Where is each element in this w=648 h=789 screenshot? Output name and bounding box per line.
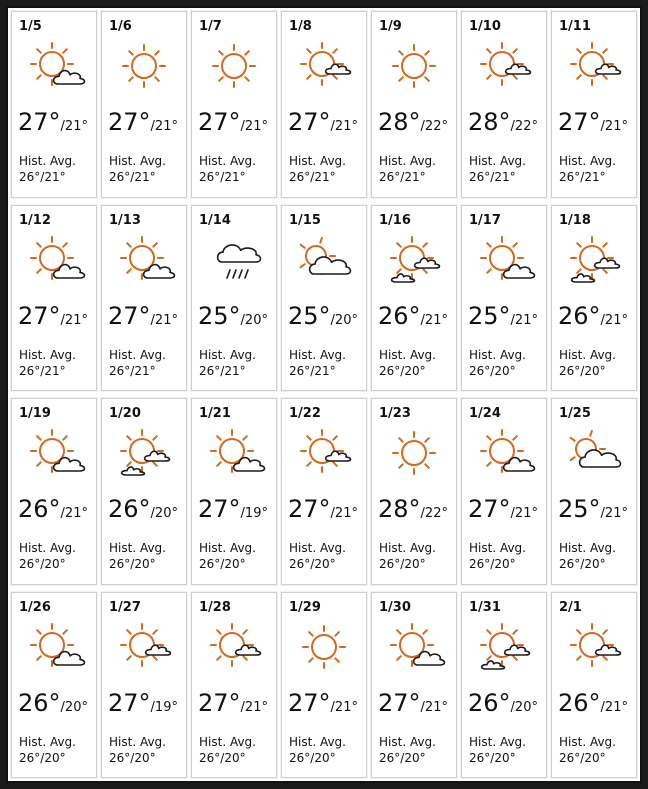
cloud-sun-peek-icon (564, 423, 628, 487)
hist-avg-label: Hist. Avg. (469, 541, 526, 555)
temperature (108, 495, 178, 523)
temperature (198, 302, 268, 330)
hist-avg-label: Hist. Avg. (199, 154, 256, 168)
sun-cloud-icon (204, 423, 268, 487)
hist-avg-value: 26°/20° (109, 557, 156, 571)
sun-small-cloud-icon (114, 617, 178, 681)
temperature (558, 689, 628, 717)
hist-avg-label: Hist. Avg. (559, 734, 616, 749)
hist-avg-label: Hist. Avg. (469, 347, 526, 362)
temperature (558, 495, 628, 523)
hist-avg-label: Hist. Avg. (559, 541, 616, 555)
temperature (108, 302, 178, 330)
hist-avg-label: Hist. Avg. (379, 541, 436, 555)
low-temp: /21° (420, 699, 448, 715)
hist-avg-value: 26°/21° (469, 170, 516, 184)
sun-cloud-icon (474, 230, 538, 294)
hist-avg-label: Hist. Avg. (109, 734, 166, 749)
low-temp: /21° (510, 312, 538, 328)
day-date: 1/29 (289, 599, 321, 615)
day-date: 1/24 (469, 406, 501, 421)
temperature (198, 689, 268, 717)
hist-avg-value: 26°/20° (379, 750, 426, 765)
low-temp: /21° (60, 506, 88, 521)
high-temp: 25° (558, 495, 601, 523)
temperature (558, 108, 628, 136)
temperature (288, 495, 358, 523)
day-cell[interactable] (551, 398, 637, 585)
day-date: 1/9 (379, 19, 402, 34)
calendar-frame (6, 6, 642, 783)
high-temp: 26° (378, 301, 421, 330)
sun-two-clouds-icon (384, 230, 448, 294)
hist-avg-label: Hist. Avg. (109, 347, 166, 362)
hist-avg-value: 26°/20° (19, 557, 66, 571)
day-cell[interactable] (281, 592, 367, 779)
hist-avg-value: 26°/21° (199, 363, 246, 378)
low-temp: /19° (240, 506, 268, 521)
high-temp: 27° (18, 108, 61, 136)
day-date: 1/6 (109, 19, 132, 34)
sun-small-cloud-icon (564, 617, 628, 681)
sun-two-clouds-icon (114, 423, 178, 487)
low-temp: /21° (510, 506, 538, 521)
hist-avg-label: Hist. Avg. (289, 154, 346, 168)
hist-avg-value: 26°/21° (199, 170, 246, 184)
low-temp: /21° (420, 312, 448, 328)
hist-avg-value: 26°/20° (289, 557, 336, 571)
day-date: 1/20 (109, 406, 141, 421)
high-temp: 27° (108, 688, 151, 717)
low-temp: /22° (510, 119, 538, 134)
day-cell[interactable] (101, 398, 187, 585)
temperature (558, 302, 628, 330)
hist-avg-label: Hist. Avg. (19, 541, 76, 555)
sun-cloud-icon (24, 36, 88, 100)
hist-avg-value: 26°/20° (109, 750, 156, 765)
day-date: 1/13 (109, 212, 141, 228)
day-cell[interactable] (461, 11, 547, 198)
day-date: 1/23 (379, 406, 411, 421)
high-temp: 27° (198, 108, 241, 136)
low-temp: /21° (60, 312, 88, 328)
sun-cloud-icon (24, 617, 88, 681)
hist-avg-value: 26°/21° (109, 363, 156, 378)
high-temp: 28° (378, 495, 421, 523)
hist-avg-value: 26°/20° (469, 557, 516, 571)
high-temp: 26° (558, 688, 601, 717)
day-cell[interactable] (281, 11, 367, 198)
hist-avg-value: 26°/20° (559, 363, 606, 378)
day-cell[interactable] (101, 592, 187, 779)
high-temp: 27° (378, 688, 421, 717)
hist-avg-label: Hist. Avg. (19, 347, 76, 362)
low-temp: /20° (240, 312, 268, 328)
temperature (468, 689, 538, 717)
day-date: 1/5 (19, 19, 42, 34)
hist-avg-value: 26°/21° (19, 363, 66, 378)
hist-avg-value: 26°/21° (289, 170, 336, 184)
day-cell[interactable] (11, 205, 97, 392)
hist-avg-value: 26°/21° (289, 363, 336, 378)
day-date: 1/12 (19, 212, 51, 228)
hist-avg-value: 26°/21° (19, 170, 66, 184)
day-date: 1/7 (199, 19, 222, 34)
temperature (378, 495, 448, 523)
hist-avg-label: Hist. Avg. (289, 347, 346, 362)
day-cell[interactable] (461, 205, 547, 392)
low-temp: /21° (330, 699, 358, 715)
sun-small-cloud-icon (294, 423, 358, 487)
day-cell[interactable] (11, 398, 97, 585)
day-date: 1/28 (199, 599, 231, 615)
day-date: 1/11 (559, 19, 591, 34)
low-temp: /21° (600, 506, 628, 521)
sun-small-cloud-icon (564, 36, 628, 100)
hist-avg-label: Hist. Avg. (199, 347, 256, 362)
temperature (108, 108, 178, 136)
hist-avg-label: Hist. Avg. (19, 734, 76, 749)
hist-avg-label: Hist. Avg. (379, 734, 436, 749)
day-date: 1/17 (469, 212, 501, 228)
sun-icon (384, 36, 448, 100)
sun-icon (294, 617, 358, 681)
temperature (198, 495, 268, 523)
day-date: 1/18 (559, 212, 591, 228)
high-temp: 25° (288, 301, 331, 330)
high-temp: 27° (108, 301, 151, 330)
temperature (378, 302, 448, 330)
low-temp: /19° (150, 699, 178, 715)
day-cell[interactable] (191, 398, 277, 585)
hist-avg-label: Hist. Avg. (109, 154, 166, 168)
sun-small-cloud-icon (474, 36, 538, 100)
sun-two-clouds-icon (474, 617, 538, 681)
hist-avg-label: Hist. Avg. (379, 347, 436, 362)
day-date: 2/1 (559, 599, 582, 615)
low-temp: /22° (420, 506, 448, 521)
low-temp: /21° (240, 699, 268, 715)
day-date: 1/21 (199, 406, 231, 421)
temperature (288, 108, 358, 136)
day-cell[interactable] (371, 205, 457, 392)
temperature (468, 108, 538, 136)
low-temp: /21° (60, 119, 88, 134)
hist-avg-value: 26°/20° (289, 750, 336, 765)
day-date: 1/27 (109, 599, 141, 615)
temperature (18, 689, 88, 717)
day-cell[interactable] (191, 592, 277, 779)
high-temp: 25° (468, 301, 511, 330)
temperature (378, 689, 448, 717)
day-cell[interactable] (461, 592, 547, 779)
hist-avg-value: 26°/20° (379, 557, 426, 571)
hist-avg-label: Hist. Avg. (469, 154, 526, 168)
day-cell[interactable] (11, 11, 97, 198)
high-temp: 26° (468, 688, 511, 717)
high-temp: 27° (18, 301, 61, 330)
hist-avg-label: Hist. Avg. (109, 541, 166, 555)
hist-avg-label: Hist. Avg. (469, 734, 526, 749)
sun-two-clouds-icon (564, 230, 628, 294)
temperature (108, 689, 178, 717)
day-cell[interactable] (551, 11, 637, 198)
high-temp: 26° (18, 688, 61, 717)
hist-avg-label: Hist. Avg. (379, 154, 436, 168)
day-cell[interactable] (191, 205, 277, 392)
temperature (288, 302, 358, 330)
low-temp: /22° (420, 119, 448, 134)
hist-avg-label: Hist. Avg. (289, 734, 346, 749)
day-cell[interactable] (281, 205, 367, 392)
sun-icon (204, 36, 268, 100)
temperature (288, 689, 358, 717)
high-temp: 26° (558, 301, 601, 330)
hist-avg-value: 26°/20° (199, 750, 246, 765)
day-cell[interactable] (191, 11, 277, 198)
day-cell[interactable] (371, 592, 457, 779)
sun-small-cloud-icon (204, 617, 268, 681)
high-temp: 28° (468, 108, 511, 136)
hist-avg-label: Hist. Avg. (559, 347, 616, 362)
day-date: 1/22 (289, 406, 321, 421)
day-cell[interactable] (551, 592, 637, 779)
sun-cloud-icon (24, 230, 88, 294)
temperature (468, 495, 538, 523)
day-date: 1/30 (379, 599, 411, 615)
hist-avg-value: 26°/21° (559, 170, 606, 184)
temperature (18, 108, 88, 136)
low-temp: /21° (330, 506, 358, 521)
low-temp: /21° (600, 119, 628, 134)
day-date: 1/16 (379, 212, 411, 228)
day-date: 1/31 (469, 599, 501, 615)
low-temp: /20° (150, 506, 178, 521)
temperature (18, 302, 88, 330)
temperature (18, 495, 88, 523)
high-temp: 27° (468, 495, 511, 523)
sun-cloud-icon (384, 617, 448, 681)
hist-avg-label: Hist. Avg. (199, 541, 256, 555)
low-temp: /20° (60, 699, 88, 715)
sun-cloud-icon (24, 423, 88, 487)
sun-small-cloud-icon (294, 36, 358, 100)
day-date: 1/8 (289, 19, 312, 34)
hist-avg-value: 26°/20° (559, 557, 606, 571)
low-temp: /20° (510, 699, 538, 715)
high-temp: 28° (378, 108, 421, 136)
hist-avg-label: Hist. Avg. (559, 154, 616, 168)
day-cell[interactable] (551, 205, 637, 392)
temperature (468, 302, 538, 330)
temperature (198, 108, 268, 136)
high-temp: 27° (558, 108, 601, 136)
low-temp: /21° (150, 119, 178, 134)
sun-cloud-icon (474, 423, 538, 487)
rain-cloud-icon (204, 230, 268, 294)
day-cell[interactable] (101, 11, 187, 198)
high-temp: 27° (198, 495, 241, 523)
hist-avg-value: 26°/20° (19, 750, 66, 765)
high-temp: 26° (18, 495, 61, 523)
hist-avg-label: Hist. Avg. (19, 154, 76, 168)
temperature (378, 108, 448, 136)
day-cell[interactable] (281, 398, 367, 585)
day-cell[interactable] (461, 398, 547, 585)
day-date: 1/19 (19, 406, 51, 421)
high-temp: 26° (108, 495, 151, 523)
sun-cloud-icon (114, 230, 178, 294)
hist-avg-label: Hist. Avg. (199, 734, 256, 749)
low-temp: /21° (600, 312, 628, 328)
hist-avg-value: 26°/21° (109, 170, 156, 184)
low-temp: /21° (240, 119, 268, 134)
high-temp: 27° (288, 108, 331, 136)
hist-avg-label: Hist. Avg. (289, 541, 346, 555)
day-date: 1/10 (469, 19, 501, 34)
low-temp: /21° (330, 119, 358, 134)
day-date: 1/14 (199, 212, 231, 228)
high-temp: 27° (288, 688, 331, 717)
hist-avg-value: 26°/20° (469, 363, 516, 378)
high-temp: 25° (198, 301, 241, 330)
day-cell[interactable] (371, 11, 457, 198)
day-date: 1/26 (19, 599, 51, 615)
day-date: 1/25 (559, 406, 591, 421)
day-cell[interactable] (371, 398, 457, 585)
hist-avg-value: 26°/20° (559, 750, 606, 765)
day-cell[interactable] (11, 592, 97, 779)
hist-avg-value: 26°/20° (379, 363, 426, 378)
low-temp: /20° (330, 312, 358, 328)
hist-avg-value: 26°/20° (199, 557, 246, 571)
sun-icon (384, 423, 448, 487)
day-cell[interactable] (101, 205, 187, 392)
low-temp: /21° (150, 312, 178, 328)
hist-avg-value: 26°/21° (379, 170, 426, 184)
high-temp: 27° (198, 688, 241, 717)
sun-icon (114, 36, 178, 100)
high-temp: 27° (288, 495, 331, 523)
forecast-grid (11, 11, 637, 778)
cloud-sun-peek-icon (294, 230, 358, 294)
day-date: 1/15 (289, 212, 321, 228)
high-temp: 27° (108, 108, 151, 136)
low-temp: /21° (600, 699, 628, 715)
hist-avg-value: 26°/20° (469, 750, 516, 765)
